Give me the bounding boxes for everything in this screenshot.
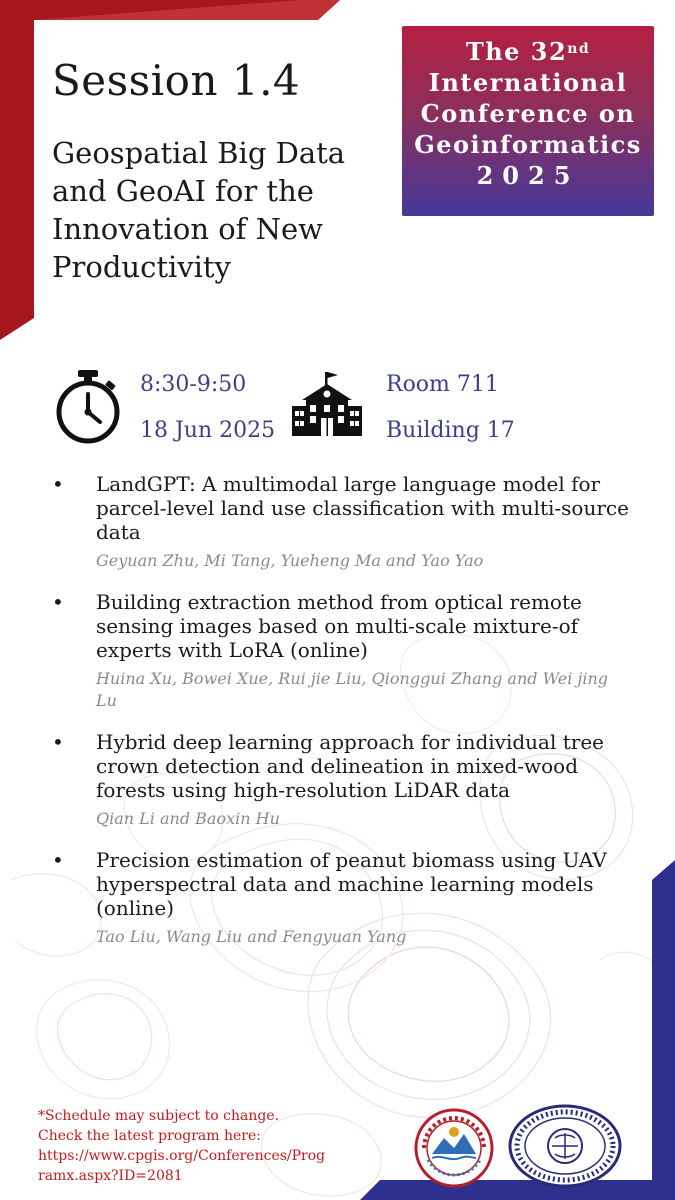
- conference-line-3: Conference on: [420, 99, 636, 128]
- talk-item: [52, 848, 632, 948]
- session-date: 18 Jun 2025: [140, 418, 276, 443]
- talk-title: LandGPT: A multimodal large language model for parcel-level land use classification with multi-source data: [96, 472, 629, 544]
- school-building-icon: [292, 372, 362, 438]
- bullet-icon: •: [52, 848, 64, 872]
- stopwatch-icon: [52, 368, 124, 444]
- conference-line-1: [402, 36, 654, 67]
- university-seal-logo: [414, 1108, 494, 1188]
- session-building: Building 17: [386, 418, 515, 443]
- session-subtitle: Geospatial Big Data and GeoAI for the Innovation of New Productivity: [52, 136, 346, 284]
- footnote-instruction: Check the latest program here:: [38, 1128, 261, 1144]
- footnote-link-continued[interactable]: ramx.aspx?ID=2081: [38, 1168, 183, 1184]
- conference-ordinal: The 32: [465, 37, 568, 66]
- footnote-disclaimer: *Schedule may subject to change.: [38, 1108, 280, 1124]
- talk-item: [52, 590, 632, 712]
- conference-line-4: Geoinformatics: [414, 130, 642, 159]
- session-title: Session 1.4: [52, 56, 301, 105]
- session-time: 8:30-9:50: [140, 372, 247, 397]
- schedule-footnote: [38, 1106, 338, 1186]
- talk-authors: Tao Liu, Wang Liu and Fengyuan Yang: [96, 927, 407, 946]
- conference-line-2: International: [428, 68, 628, 97]
- talk-authors: Geyuan Zhu, Mi Tang, Yueheng Ma and Yao Yao: [96, 551, 484, 570]
- footnote-link[interactable]: https://www.cpgis.org/Conferences/Prog: [38, 1148, 326, 1164]
- talk-title: Precision estimation of peanut biomass using UAV hyperspectral data and machine learning models (online): [96, 848, 607, 920]
- conference-year: 2025: [476, 161, 580, 190]
- cpgis-seal-logo: [508, 1104, 622, 1188]
- talk-item: [52, 472, 632, 572]
- conference-ordinal-suffix: nd: [567, 41, 591, 57]
- talk-list: [52, 472, 632, 966]
- talk-item: [52, 730, 632, 830]
- bullet-icon: •: [52, 730, 64, 754]
- talk-title: Building extraction method from optical remote sensing images based on multi-scale mixture-of experts with LoRA (online): [96, 590, 582, 662]
- bullet-icon: •: [52, 472, 64, 496]
- bullet-icon: •: [52, 590, 64, 614]
- talk-authors: Qian Li and Baoxin Hu: [96, 809, 280, 828]
- talk-title: Hybrid deep learning approach for individual tree crown detection and delineation in mixed-wood forests using high-resolution LiDAR data: [96, 730, 604, 802]
- session-room: Room 711: [386, 372, 499, 397]
- talk-authors: Huina Xu, Bowei Xue, Rui jie Liu, Qionggui Zhang and Wei jing Lu: [96, 669, 609, 710]
- conference-title-box: [402, 26, 654, 216]
